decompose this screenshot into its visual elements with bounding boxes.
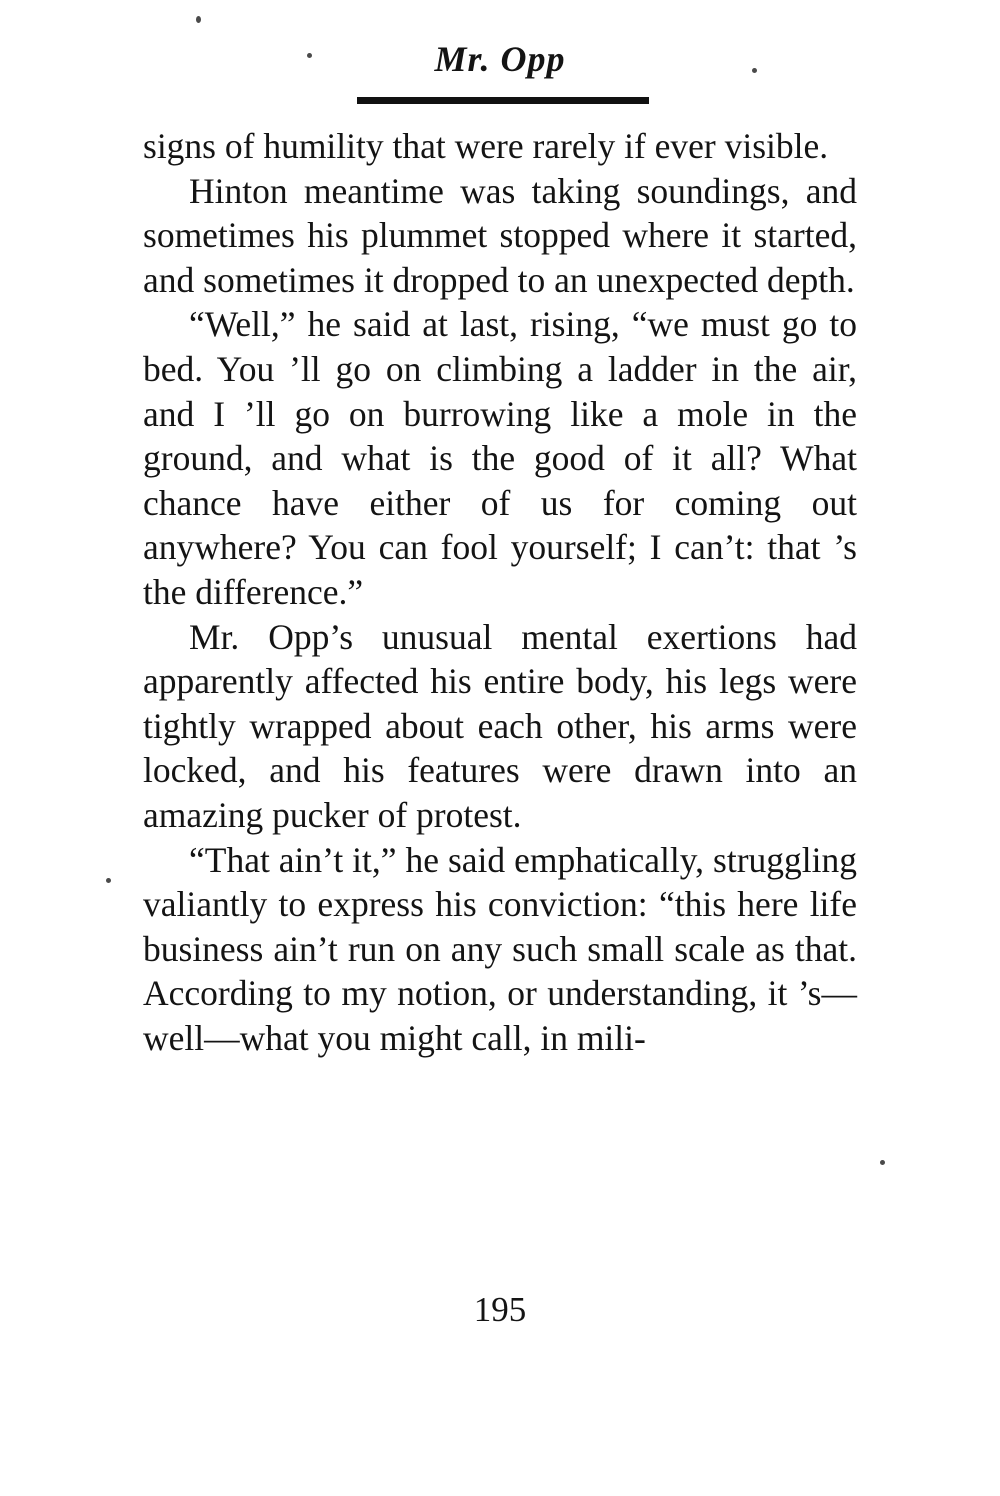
paper-speck (196, 16, 201, 23)
paragraph: Hinton meantime was taking soundings, and sometimes his plummet stopped where it started, and sometimes it dropped to an unexpected depth. (143, 170, 857, 300)
paragraph: “Well,” he said at last, rising, “we must go to bed. You ’ll go on climbing a ladder in the air, and I ’ll go on burrowing like a mole in the ground, and what is the good of it all? What chance have either of us for coming out anywhere? You can fool yourself; I can’t: that ’s the difference.” (143, 304, 857, 612)
page-number: 195 (473, 1290, 527, 1329)
paragraph: “That ain’t it,” he said emphatically, struggling valiantly to express his conviction: “this here life business ain’t run on any such small scale as that. According to my notion, or understanding, it ’s—well—what you might call, in mili- (143, 839, 857, 1058)
paper-speck (106, 878, 111, 883)
running-head: Mr. Opp (434, 39, 566, 79)
header-rule (357, 97, 649, 104)
paper-speck (880, 1160, 885, 1165)
paragraph: signs of humility that were rarely if ever visible. (143, 126, 829, 166)
paragraph: Mr. Opp’s unusual mental exertions had apparently affected his entire body, his legs were tightly wrapped about each other, his arms were locked, and his features were drawn into an amazing pucker of protest. (143, 616, 857, 835)
page-body (143, 124, 857, 1060)
